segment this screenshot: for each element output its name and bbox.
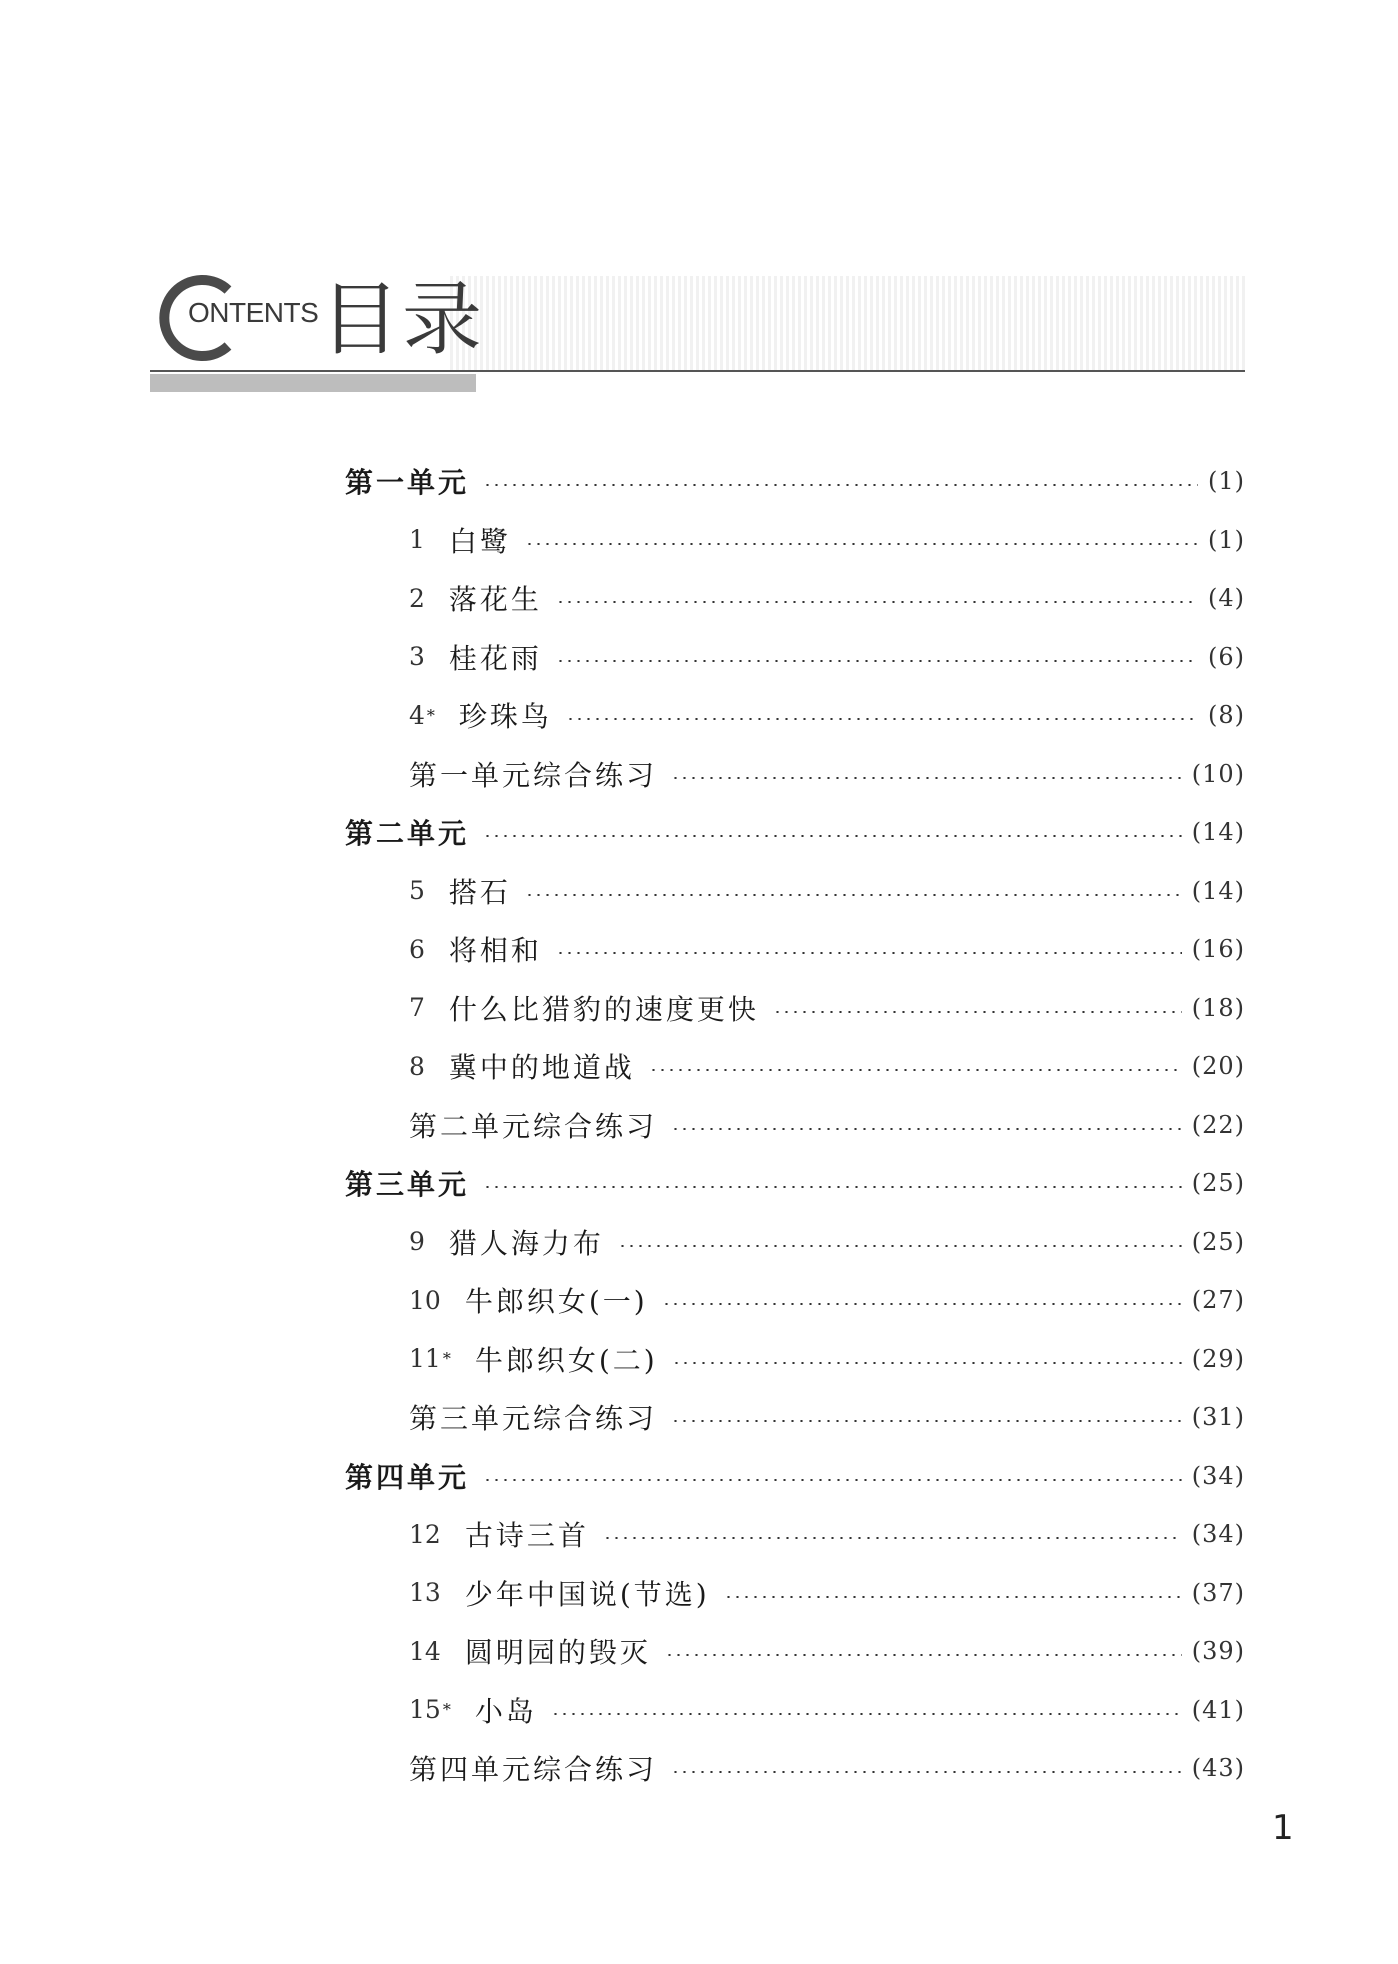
page-number: 1	[1272, 1808, 1294, 1848]
dot-leader	[665, 1654, 1182, 1656]
dot-leader	[525, 894, 1182, 896]
toc-page-ref: (8)	[1208, 701, 1245, 730]
toc-page-ref: (4)	[1208, 584, 1245, 613]
toc-page-ref: (25)	[1191, 1169, 1245, 1198]
toc-lesson-entry[interactable]	[345, 862, 1245, 921]
toc-lesson-entry[interactable]	[345, 1037, 1245, 1096]
dot-leader	[773, 1011, 1182, 1013]
toc-page-ref: (25)	[1191, 1227, 1245, 1256]
toc-entry-title: 落花生	[448, 583, 542, 617]
toc-unit-entry[interactable]	[345, 452, 1245, 511]
page-title: 目录	[320, 273, 484, 366]
lesson-number: 14	[409, 1636, 441, 1666]
optional-lesson-marker: *	[442, 1700, 451, 1720]
dot-leader	[566, 718, 1198, 720]
dot-leader	[603, 1537, 1182, 1539]
dot-leader	[672, 1362, 1182, 1364]
toc-page-ref: (39)	[1191, 1637, 1245, 1666]
toc-lesson-entry[interactable]	[345, 920, 1245, 979]
toc-page-ref: (10)	[1191, 759, 1245, 788]
toc-entry-title: 少年中国说(节选)	[464, 1577, 710, 1611]
lesson-number: 3	[409, 642, 425, 672]
dot-leader	[483, 1479, 1182, 1481]
toc-review-entry[interactable]	[345, 1388, 1245, 1447]
toc-page-ref: (22)	[1191, 1110, 1245, 1139]
toc-entry-title: 小岛	[474, 1694, 537, 1728]
toc-page-ref: (18)	[1191, 993, 1245, 1022]
lesson-number: 9	[409, 1227, 425, 1257]
optional-lesson-marker: *	[426, 705, 435, 725]
dot-leader	[556, 660, 1198, 662]
lesson-number: 11	[409, 1344, 441, 1374]
toc-page-ref: (34)	[1191, 1461, 1245, 1490]
contents-header	[150, 270, 1245, 395]
toc-page-ref: (20)	[1191, 1052, 1245, 1081]
toc-lesson-entry[interactable]	[345, 569, 1245, 628]
dot-leader	[483, 484, 1198, 486]
toc-lesson-entry[interactable]	[345, 1505, 1245, 1564]
toc-review-entry[interactable]	[345, 1739, 1245, 1798]
toc-entry-title: 搭石	[448, 875, 511, 909]
dot-leader	[671, 1771, 1182, 1773]
toc-lesson-entry[interactable]	[345, 1564, 1245, 1623]
toc-entry-title: 第三单元	[345, 1168, 470, 1202]
toc-page-ref: (14)	[1191, 876, 1245, 905]
toc-entry-title: 白鹭	[448, 524, 511, 558]
toc-entry-title: 第三单元综合练习	[409, 1402, 658, 1436]
header-divider	[150, 370, 1245, 372]
toc-page-ref: (1)	[1208, 525, 1245, 554]
toc-entry-title: 第四单元	[345, 1460, 470, 1494]
lesson-number: 13	[409, 1578, 441, 1608]
toc-lesson-entry[interactable]	[345, 511, 1245, 570]
toc-entry-title: 第四单元综合练习	[409, 1753, 658, 1787]
toc-lesson-entry[interactable]	[345, 628, 1245, 687]
lesson-number: 4	[409, 700, 425, 730]
dot-leader	[671, 1128, 1182, 1130]
toc-lesson-entry[interactable]	[345, 1622, 1245, 1681]
toc-page-ref: (29)	[1191, 1344, 1245, 1373]
toc-entry-title: 第一单元	[345, 466, 470, 500]
lesson-number: 10	[409, 1285, 441, 1315]
toc-entry-title: 什么比猎豹的速度更快	[448, 992, 759, 1026]
dot-leader	[556, 601, 1198, 603]
toc-lesson-entry[interactable]	[345, 686, 1245, 745]
toc-lesson-entry[interactable]	[345, 1213, 1245, 1272]
dot-leader	[551, 1713, 1182, 1715]
toc-page-ref: (43)	[1191, 1754, 1245, 1783]
toc-entry-title: 桂花雨	[448, 641, 542, 675]
toc-page-ref: (6)	[1208, 642, 1245, 671]
dot-leader	[671, 1420, 1182, 1422]
toc-entry-title: 将相和	[448, 934, 542, 968]
dot-leader	[618, 1245, 1182, 1247]
toc-lesson-entry[interactable]	[345, 1681, 1245, 1740]
toc-page-ref: (16)	[1191, 935, 1245, 964]
toc-entry-title: 古诗三首	[464, 1519, 589, 1553]
toc-unit-entry[interactable]	[345, 803, 1245, 862]
toc-entry-title: 第二单元	[345, 817, 470, 851]
toc-entry-title: 猎人海力布	[448, 1226, 604, 1260]
header-accent-bar	[150, 374, 476, 392]
contents-word: ONTENTS	[188, 297, 319, 328]
lesson-number: 5	[409, 876, 425, 906]
toc-page-ref: (31)	[1191, 1403, 1245, 1432]
lesson-number: 12	[409, 1519, 441, 1549]
toc-entry-title: 珍珠鸟	[458, 700, 552, 734]
toc-unit-entry[interactable]	[345, 1154, 1245, 1213]
lesson-number: 8	[409, 1051, 425, 1081]
dot-leader	[662, 1303, 1182, 1305]
toc-entry-title: 牛郎织女(一)	[464, 1285, 648, 1319]
toc-unit-entry[interactable]	[345, 1447, 1245, 1506]
dot-leader	[525, 543, 1198, 545]
toc-lesson-entry[interactable]	[345, 979, 1245, 1038]
dot-leader	[483, 1186, 1182, 1188]
lesson-number: 15	[409, 1695, 441, 1725]
toc-entry-title: 圆明园的毁灭	[464, 1636, 651, 1670]
toc-lesson-entry[interactable]	[345, 1330, 1245, 1389]
lesson-number: 2	[409, 583, 425, 613]
toc-review-entry[interactable]	[345, 1096, 1245, 1155]
toc-lesson-entry[interactable]	[345, 1271, 1245, 1330]
dot-leader	[649, 1069, 1182, 1071]
lesson-number: 7	[409, 993, 425, 1023]
header-stripe-decoration	[450, 276, 1245, 370]
dot-leader	[671, 777, 1182, 779]
lesson-number: 1	[409, 525, 425, 555]
toc-page-ref: (34)	[1191, 1520, 1245, 1549]
lesson-number: 6	[409, 934, 425, 964]
optional-lesson-marker: *	[442, 1349, 451, 1369]
toc-page-ref: (14)	[1191, 818, 1245, 847]
toc-entry-title: 第一单元综合练习	[409, 758, 658, 792]
toc-page-ref: (41)	[1191, 1695, 1245, 1724]
toc-entry-title: 第二单元综合练习	[409, 1109, 658, 1143]
dot-leader	[483, 835, 1182, 837]
dot-leader	[556, 952, 1182, 954]
dot-leader	[724, 1596, 1182, 1598]
toc-review-entry[interactable]	[345, 745, 1245, 804]
toc-page-ref: (27)	[1191, 1286, 1245, 1315]
toc-page-ref: (1)	[1208, 467, 1245, 496]
toc-page-ref: (37)	[1191, 1578, 1245, 1607]
toc-entry-title: 牛郎织女(二)	[474, 1343, 658, 1377]
table-of-contents	[345, 452, 1245, 1798]
toc-entry-title: 冀中的地道战	[448, 1051, 635, 1085]
